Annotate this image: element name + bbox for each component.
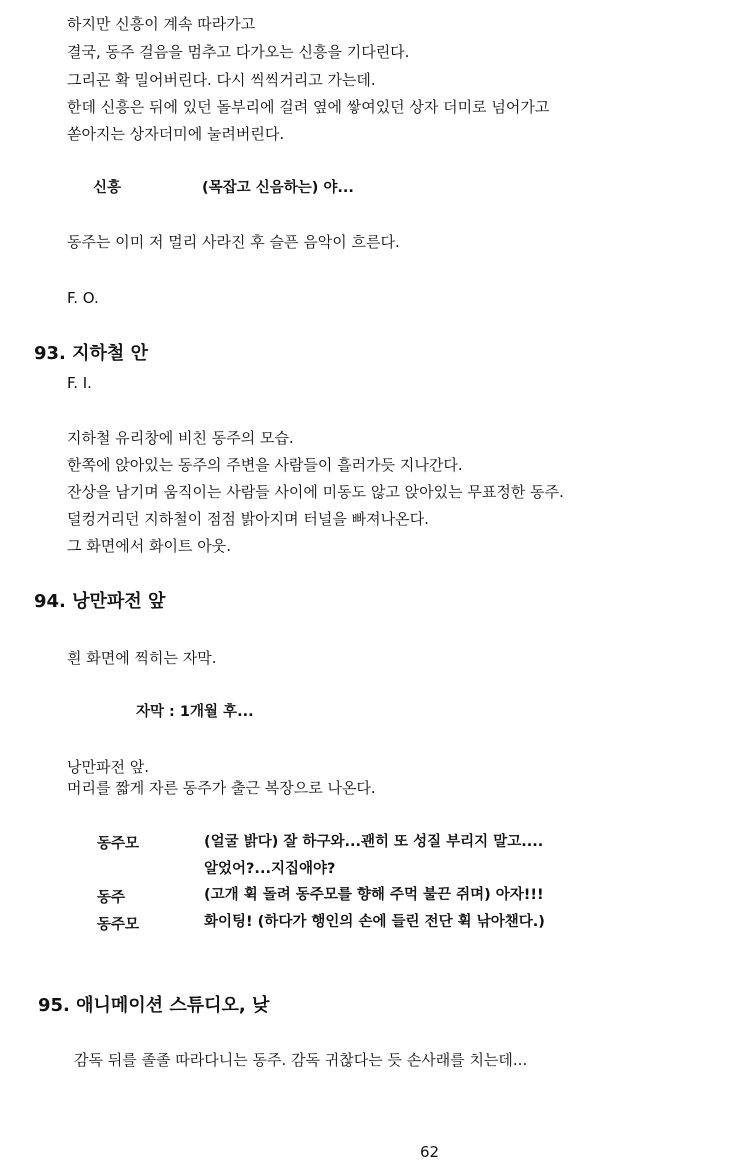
action-line: 잔상을 남기며 움직이는 사람들 사이에 미동도 않고 앉아있는 무표정한 동주. bbox=[67, 483, 564, 501]
action-line: 한쪽에 앉아있는 동주의 주변을 사람들이 흘러가듯 지나간다. bbox=[67, 456, 463, 474]
page-number: 62 bbox=[420, 1143, 440, 1161]
scene-heading: 95. 애니메이션 스튜디오, 낮 bbox=[38, 995, 270, 1016]
action-line: 동주는 이미 저 멀리 사라진 후 슬픈 음악이 흐른다. bbox=[67, 233, 400, 251]
action-line: 지하철 유리창에 비친 동주의 모습. bbox=[67, 429, 294, 447]
scene-heading: 93. 지하철 안 bbox=[34, 343, 148, 364]
action-line: 낭만파전 앞. bbox=[67, 758, 149, 776]
dialogue-line: (고개 휙 돌려 동주모를 향해 주먹 불끈 쥐며) 아자!!! bbox=[204, 887, 544, 903]
transition-fade-out: F. O. bbox=[67, 289, 99, 307]
action-line: 감독 뒤를 졸졸 따라다니는 동주. 감독 귀찮다는 듯 손사래를 치는데... bbox=[74, 1051, 528, 1069]
dialogue-character: 동주 bbox=[97, 890, 126, 906]
action-line: 그 화면에서 화이트 아웃. bbox=[67, 537, 231, 555]
dialogue-character: 동주모 bbox=[97, 836, 140, 852]
dialogue-line: 알었어?...지집애야? bbox=[204, 861, 336, 877]
action-line: 결국, 동주 걸음을 멈추고 다가오는 신흥을 기다린다. bbox=[67, 43, 410, 61]
action-line: 하지만 신흥이 계속 따라가고 bbox=[67, 15, 256, 33]
action-line: 흰 화면에 찍히는 자막. bbox=[67, 649, 217, 667]
transition-fade-in: F. I. bbox=[67, 374, 92, 392]
action-line: 그리곤 확 밀어버린다. 다시 씩씩거리고 가는데. bbox=[67, 71, 376, 89]
action-line: 한데 신흥은 뒤에 있던 돌부리에 걸려 옆에 쌓여있던 상자 더미로 넘어가고 bbox=[67, 98, 550, 116]
action-line: 머리를 짧게 자른 동주가 출근 복장으로 나온다. bbox=[67, 779, 376, 797]
dialogue-line: 화이팅! (하다가 행인의 손에 들린 전단 휙 낚아챈다.) bbox=[204, 914, 545, 930]
scene-heading: 94. 낭만파전 앞 bbox=[34, 591, 166, 612]
dialogue-line: (목잡고 신음하는) 야... bbox=[202, 180, 354, 196]
dialogue-character: 신흥 bbox=[93, 180, 122, 196]
dialogue-line: (얼굴 밝다) 잘 하구와...괜히 또 성질 부리지 말고.... bbox=[204, 834, 544, 850]
subtitle-caption: 자막 : 1개월 후... bbox=[136, 704, 254, 720]
action-line: 덜컹거리던 지하철이 점점 밝아지며 터널을 빠져나온다. bbox=[67, 510, 429, 528]
dialogue-character: 동주모 bbox=[97, 917, 140, 933]
action-line: 쏟아지는 상자더미에 눌려버린다. bbox=[67, 125, 285, 143]
